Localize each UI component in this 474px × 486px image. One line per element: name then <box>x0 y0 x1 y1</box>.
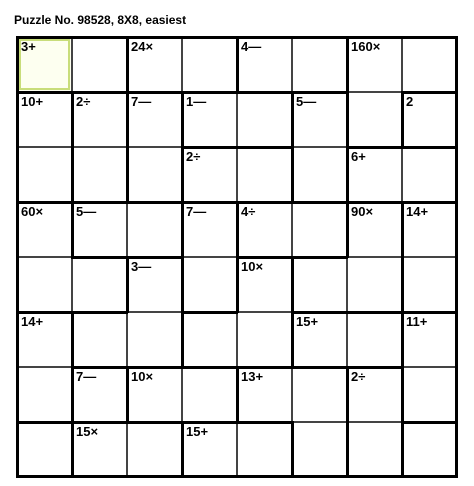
grid-cell-r6c3[interactable] <box>127 312 182 367</box>
cage-clue: 6+ <box>351 149 366 164</box>
grid-cell-r5c2[interactable] <box>72 257 127 312</box>
cage-border <box>71 146 74 203</box>
cage-clue: 1— <box>186 94 207 109</box>
cage-border <box>455 36 458 478</box>
grid-cell-r8c3[interactable] <box>127 422 182 477</box>
cage-border <box>236 146 293 149</box>
cage-border <box>126 421 183 424</box>
cage-clue: 7— <box>76 369 97 384</box>
cage-border <box>71 256 128 259</box>
cage-clue: 7— <box>131 94 152 109</box>
cage-clue: 24× <box>131 39 154 54</box>
cage-clue: 14+ <box>406 204 429 219</box>
grid-cell-r1c8[interactable] <box>402 37 457 92</box>
grid-cell-r3c2[interactable] <box>72 147 127 202</box>
cage-clue: 10+ <box>21 94 44 109</box>
cage-border <box>401 311 458 314</box>
cage-border <box>181 146 238 149</box>
cage-border <box>16 311 73 314</box>
cage-border <box>71 311 128 314</box>
cage-border <box>71 366 74 423</box>
grid-cell-r7c1[interactable] <box>17 367 72 422</box>
cage-clue: 13+ <box>241 369 264 384</box>
cage-clue: 4÷ <box>241 204 256 219</box>
cage-border <box>71 421 74 478</box>
grid-cell-r5c6[interactable] <box>292 257 347 312</box>
cage-border <box>346 311 403 314</box>
cage-border <box>401 201 458 204</box>
cage-clue: 15× <box>76 424 99 439</box>
cage-border <box>16 201 73 204</box>
grid-cell-r5c7[interactable] <box>347 257 402 312</box>
cage-border <box>236 256 293 259</box>
cage-border <box>181 311 238 314</box>
grid-cell-r8c1[interactable] <box>17 422 72 477</box>
cage-clue: 7— <box>186 204 207 219</box>
cage-clue: 11+ <box>406 314 428 329</box>
grid-cell-r3c3[interactable] <box>127 147 182 202</box>
grid-cell-r8c5[interactable] <box>237 422 292 477</box>
cage-border <box>71 201 128 204</box>
grid-cell-r1c4[interactable] <box>182 37 237 92</box>
cage-clue: 3+ <box>21 39 36 54</box>
cage-border <box>291 91 348 94</box>
cage-border <box>126 366 183 369</box>
cage-border <box>346 421 349 478</box>
grid-cell-r3c5[interactable] <box>237 147 292 202</box>
cage-border <box>346 366 349 423</box>
grid-cell-r8c7[interactable] <box>347 422 402 477</box>
grid-cell-r1c6[interactable] <box>292 37 347 92</box>
cage-border <box>236 36 239 93</box>
cage-border <box>346 91 349 148</box>
cage-border <box>346 201 403 204</box>
cage-border <box>71 421 128 424</box>
cage-clue: 3— <box>131 259 152 274</box>
cage-border <box>291 256 294 313</box>
cage-border <box>126 256 129 313</box>
cage-border <box>181 146 184 203</box>
cage-border <box>291 311 348 314</box>
grid-cell-r1c2[interactable] <box>72 37 127 92</box>
cage-border <box>181 91 238 94</box>
cage-clue: 10× <box>131 369 154 384</box>
cage-border <box>291 91 294 148</box>
cage-clue: 2÷ <box>351 369 366 384</box>
grid-cell-r5c4[interactable] <box>182 257 237 312</box>
cage-border <box>16 36 19 478</box>
cage-border <box>126 91 183 94</box>
grid-cell-r3c1[interactable] <box>17 147 72 202</box>
grid-cell-r8c8[interactable] <box>402 422 457 477</box>
grid-cell-r2c7[interactable] <box>347 92 402 147</box>
grid-cell-r6c4[interactable] <box>182 312 237 367</box>
cage-border <box>126 256 183 259</box>
cage-clue: 14+ <box>21 314 44 329</box>
grid-cell-r4c6[interactable] <box>292 202 347 257</box>
grid-cell-r3c6[interactable] <box>292 147 347 202</box>
cage-border <box>126 91 129 148</box>
cage-clue: 90× <box>351 204 374 219</box>
grid-cell-r5c8[interactable] <box>402 257 457 312</box>
cage-border <box>401 421 404 478</box>
cage-border <box>291 421 294 478</box>
cage-border <box>291 256 348 259</box>
cage-border <box>181 421 238 424</box>
cage-border <box>401 256 404 313</box>
cage-border <box>236 366 239 423</box>
cage-border <box>346 201 349 258</box>
cage-border <box>71 201 74 258</box>
cage-border <box>401 201 404 258</box>
grid-cell-r2c5[interactable] <box>237 92 292 147</box>
cage-clue: 2÷ <box>76 94 91 109</box>
cage-border <box>236 421 293 424</box>
cage-clue: 5— <box>76 204 97 219</box>
cage-border <box>401 366 404 423</box>
cage-border <box>236 256 239 313</box>
cage-border <box>16 421 73 424</box>
cage-border <box>291 201 348 204</box>
cage-border <box>291 366 348 369</box>
grid-cell-r7c4[interactable] <box>182 367 237 422</box>
cage-clue: 15+ <box>186 424 209 439</box>
cage-border <box>401 421 458 424</box>
cage-border <box>291 311 294 368</box>
cage-border <box>401 311 404 368</box>
grid-cell-r7c8[interactable] <box>402 367 457 422</box>
grid-cell-r8c6[interactable] <box>292 422 347 477</box>
grid-cell-r6c2[interactable] <box>72 312 127 367</box>
cage-border <box>346 146 349 203</box>
cage-border <box>71 366 128 369</box>
cage-border <box>236 201 293 204</box>
cage-border <box>181 201 184 258</box>
cage-clue: 4— <box>241 39 262 54</box>
cage-border <box>181 201 238 204</box>
cage-border <box>401 91 458 94</box>
grid-cell-r6c5[interactable] <box>237 312 292 367</box>
cage-border <box>236 201 239 258</box>
grid-cell-r7c6[interactable] <box>292 367 347 422</box>
cage-border <box>126 146 129 203</box>
cage-border <box>401 146 458 149</box>
cage-border <box>126 201 183 204</box>
cage-border <box>346 146 403 149</box>
cage-border <box>126 366 129 423</box>
cage-border <box>181 256 184 313</box>
puzzle-title: Puzzle No. 98528, 8X8, easiest <box>14 13 187 27</box>
cage-border <box>291 146 294 203</box>
cage-clue: 5— <box>296 94 317 109</box>
cage-clue: 15+ <box>296 314 319 329</box>
cage-border <box>16 475 458 478</box>
cage-clue: 60× <box>21 204 44 219</box>
grid-cell-r5c1[interactable] <box>17 257 72 312</box>
grid-cell-r6c7[interactable] <box>347 312 402 367</box>
cage-clue: 2÷ <box>186 149 201 164</box>
cage-border <box>401 91 404 148</box>
grid-cell-r4c3[interactable] <box>127 202 182 257</box>
cage-border <box>181 421 184 478</box>
cage-border <box>236 91 293 94</box>
cage-border <box>71 91 74 148</box>
cage-border <box>126 36 129 93</box>
cage-border <box>346 366 403 369</box>
grid-cell-r3c8[interactable] <box>402 147 457 202</box>
cage-border <box>181 91 184 148</box>
cage-border <box>71 311 74 368</box>
cage-border <box>181 311 184 368</box>
cage-clue: 2 <box>406 94 414 109</box>
cage-border <box>71 91 128 94</box>
cage-clue: 160× <box>351 39 381 54</box>
cage-border <box>16 91 73 94</box>
cage-border <box>236 366 293 369</box>
cage-clue: 10× <box>241 259 264 274</box>
cage-border <box>181 366 238 369</box>
cage-border <box>346 36 349 93</box>
